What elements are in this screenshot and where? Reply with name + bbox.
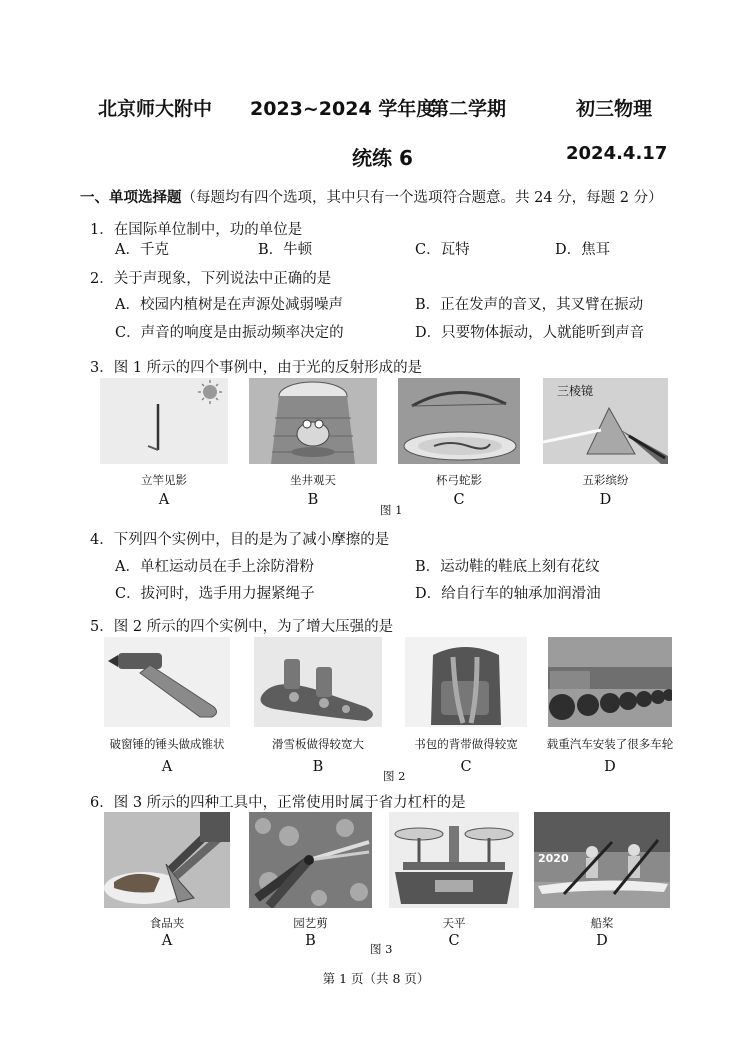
food-tongs-image [104,812,230,908]
q3-caption-b: 坐井观天 [290,473,336,487]
q5-caption-c: 书包的背带做得较宽 [414,737,518,751]
schoolbag-drawing [405,637,527,727]
q2-stem: 2．关于声现象，下列说法中正确的是 [90,271,332,287]
bow-in-cup-image [398,378,520,464]
q2-option-c: C．声音的响度是由振动频率决定的 [115,325,344,341]
frog-in-well-image [249,378,377,464]
q5-letter-b: B [312,759,324,775]
balance-scale-image [389,812,519,908]
q3-letter-b: B [307,492,319,508]
figure-2-label: 图 2 [383,769,406,783]
q6-caption-d: 船桨 [590,916,614,930]
q1-option-b: B．牛顿 [258,242,313,258]
garden-shears-image [249,812,372,908]
q5-caption-d: 载重汽车安装了很多车轮 [546,737,674,751]
snowboard-drawing [254,637,382,727]
figure-3-label: 图 3 [370,942,393,956]
subject: 初三物理 [576,98,653,120]
school-name: 北京师大附中 [98,98,213,120]
exam-date: 2024.4.17 [566,143,668,164]
q5-stem: 5．图 2 所示的四个实例中，为了增大压强的是 [90,619,394,635]
term: 第二学期 [430,98,507,120]
q6-caption-a: 食品夹 [149,916,185,930]
garden-shears-drawing [249,812,372,908]
q3-caption-a: 立竿见影 [141,473,187,487]
frog-in-well-drawing [249,378,377,464]
page-footer: 第 1 页（共 8 页） [322,971,430,986]
q1-option-d: D．焦耳 [555,242,611,258]
q6-stem: 6．图 3 所示的四种工具中，正常使用时属于省力杠杆的是 [90,795,466,811]
q2-option-b: B．正在发声的音叉，其叉臂在振动 [415,297,644,313]
q5-caption-a: 破窗锤的锤头做成锥状 [109,737,225,751]
snowboard-image [254,637,382,727]
section-heading [80,186,663,207]
q4-option-d: D．给自行车的轴承加润滑油 [415,586,601,602]
section-note: （每题均有四个选项，其中只有一个选项符合题意。共 24 分，每题 2 分） [181,190,663,206]
q6-letter-c: C [448,933,460,949]
q6-caption-c: 天平 [442,916,466,930]
section-title: 一、单项选择题 [80,190,182,206]
figure-1-label: 图 1 [380,503,403,517]
q3-letter-c: C [453,492,465,508]
q3-letter-d: D [599,492,612,508]
q6-letter-a: A [161,933,173,949]
q4-option-c: C．拔河时，选手用力握紧绳子 [115,586,315,602]
q5-letter-c: C [460,759,472,775]
q5-letter-d: D [604,759,616,775]
academic-year: 2023~2024 学年度 [250,98,436,120]
q3-caption-c: 杯弓蛇影 [436,473,482,487]
q6-caption-b: 园艺剪 [293,916,328,930]
q3-letter-a: A [158,492,170,508]
schoolbag-image [405,637,527,727]
q4-option-b: B．运动鞋的鞋底上刻有花纹 [415,559,600,575]
q3-caption-d: 五彩缤纷 [582,473,629,487]
q3-stem: 3．图 1 所示的四个事例中，由于光的反射形成的是 [90,360,423,376]
q5-caption-b: 滑雪板做得较宽大 [272,737,364,751]
food-tongs-drawing [104,812,230,908]
truck-drawing [548,637,672,727]
q4-stem: 4．下列四个实例中，目的是为了减小摩擦的是 [90,532,390,548]
pole-shadow-drawing [100,378,228,464]
truck-image [548,637,672,727]
q6-letter-b: B [305,933,316,949]
window-hammer-image [104,637,230,727]
q1-option-c: C．瓦特 [415,242,470,258]
prism-label: 三棱镜 [557,384,594,398]
bow-in-cup-drawing [398,378,520,464]
window-hammer-drawing [104,637,230,727]
exam-title: 统练 6 [352,146,413,170]
pole-shadow-image [100,378,228,464]
q2-option-a: A．校园内植树是在声源处减弱噪声 [115,297,343,313]
q1-stem: 1．在国际单位制中，功的单位是 [90,222,303,238]
q2-option-d: D．只要物体振动，人就能听到声音 [415,325,645,341]
boat-banner-text: 2020 [538,852,569,865]
balance-scale-drawing [389,812,519,908]
q4-option-a: A．单杠运动员在手上涂防滑粉 [115,559,314,575]
q6-letter-d: D [596,933,608,949]
q5-letter-a: A [161,759,173,775]
q1-option-a: A．千克 [115,242,169,258]
